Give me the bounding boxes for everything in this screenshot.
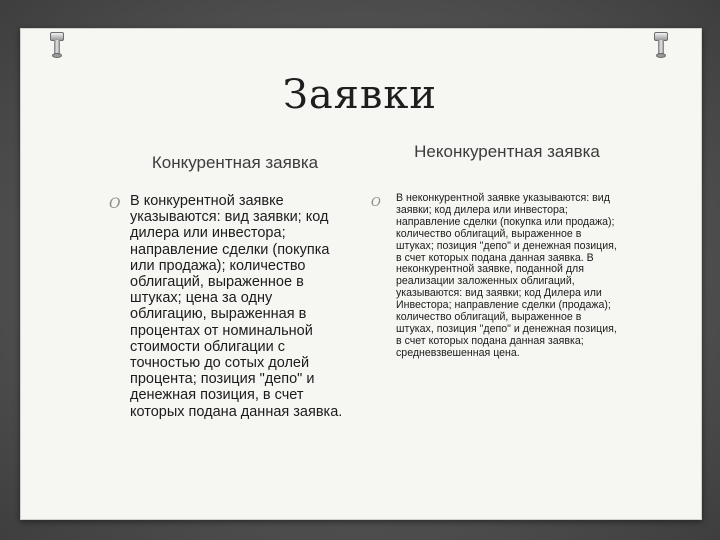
left-column-heading: Конкурентная заявка: [151, 153, 319, 172]
left-column-text: В конкурентной заявке указываются: вид заявки; код дилера или инвестора; направление сделки (покупка или продажа); количество облигаций, выраженное в штуках; цена за одну облигацию, выраженная в процентах от номинальной стоимости облигации с точностью до сотых долей процента; позиция "депо" и денежная позиция, в счет которых подана данная заявка.: [130, 193, 343, 420]
pushpin-icon: [50, 32, 64, 58]
right-column-text: В неконкурентной заявке указываются: вид заявки; код дилера или инвестора; направление сделки (покупка или продажа); количество облигаций, выраженное в штуках; позиция "депо" и денежная позиция, в счет которых подана данная заявка. В неконкурентной заявке, поданной для реализации заложенных облигаций, указываются: вид заявки; код Дилера или Инвестора; направление сделки (продажа); количество облигаций, выраженное в штуках, позиция "депо" и денежная позиция, в счет которых подана данная заявка; средневзвешенная цена.: [396, 192, 617, 359]
slide-title: Заявки: [282, 72, 438, 118]
bullet-icon: O: [109, 196, 121, 212]
pushpin-icon: [654, 32, 668, 58]
bullet-icon: O: [371, 195, 381, 209]
right-column-heading: Неконкурентная заявка: [414, 142, 600, 161]
